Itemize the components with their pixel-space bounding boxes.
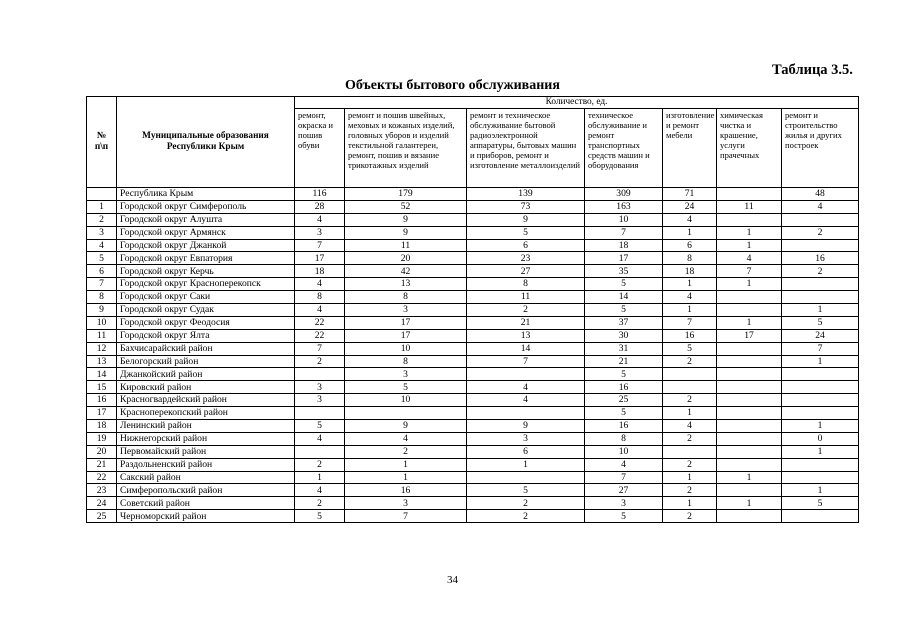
table-cell: 4 [585, 458, 663, 471]
table-cell: 1 [663, 278, 717, 291]
table-cell [782, 213, 859, 226]
table-cell: 17 [717, 329, 782, 342]
table-row [87, 407, 859, 420]
table-cell: 17 [345, 316, 467, 329]
table-cell: 1 [467, 458, 585, 471]
table-row [87, 394, 859, 407]
row-number: 17 [87, 407, 117, 420]
row-municipality: Советский район [117, 497, 295, 510]
row-number: 8 [87, 291, 117, 304]
table-cell: 7 [717, 265, 782, 278]
row-number: 11 [87, 329, 117, 342]
table-cell: 2 [345, 445, 467, 458]
table-row [87, 265, 859, 278]
table-cell [295, 368, 345, 381]
row-municipality: Республика Крым [117, 188, 295, 201]
table-cell: 2 [295, 458, 345, 471]
table-cell: 5 [295, 420, 345, 433]
table-cell: 1 [663, 407, 717, 420]
row-municipality: Черноморский район [117, 510, 295, 523]
table-cell: 3 [345, 497, 467, 510]
table-cell: 2 [467, 510, 585, 523]
table-cell: 1 [717, 497, 782, 510]
table-cell: 16 [782, 252, 859, 265]
table-cell: 1 [782, 304, 859, 317]
table-row [87, 445, 859, 458]
table-cell: 3 [345, 368, 467, 381]
table-cell: 1 [717, 226, 782, 239]
table-row [87, 458, 859, 471]
table-row [87, 432, 859, 445]
table-cell: 9 [467, 213, 585, 226]
table-cell [782, 291, 859, 304]
row-number: 15 [87, 381, 117, 394]
table-cell: 2 [467, 304, 585, 317]
row-municipality: Раздольненский район [117, 458, 295, 471]
table-cell: 22 [295, 316, 345, 329]
table-cell [782, 458, 859, 471]
table-cell: 27 [467, 265, 585, 278]
table-cell: 48 [782, 188, 859, 201]
row-number: 3 [87, 226, 117, 239]
table-cell: 4 [782, 200, 859, 213]
table-cell: 7 [345, 510, 467, 523]
table-title: Объекты бытового обслуживания [345, 78, 560, 93]
table-cell [295, 407, 345, 420]
table-cell: 22 [295, 329, 345, 342]
column-header-municipality: Муниципальные образования Республики Крым [117, 97, 295, 188]
row-number: 18 [87, 420, 117, 433]
table-cell: 1 [717, 316, 782, 329]
table-cell [717, 484, 782, 497]
table-cell: 14 [467, 342, 585, 355]
table-cell: 1 [345, 471, 467, 484]
row-municipality: Симферопольский район [117, 484, 295, 497]
table-cell: 1 [663, 304, 717, 317]
table-cell [782, 407, 859, 420]
row-municipality: Городской округ Алушта [117, 213, 295, 226]
table-cell: 2 [663, 394, 717, 407]
row-municipality: Первомайский район [117, 445, 295, 458]
table-cell: 10 [585, 445, 663, 458]
row-number: 19 [87, 432, 117, 445]
table-cell: 1 [663, 497, 717, 510]
row-number: 20 [87, 445, 117, 458]
table-cell: 4 [467, 381, 585, 394]
table-row [87, 342, 859, 355]
table-cell: 2 [663, 510, 717, 523]
row-municipality: Городской округ Симферополь [117, 200, 295, 213]
table-cell [717, 304, 782, 317]
table-cell: 1 [295, 471, 345, 484]
table-cell: 5 [663, 342, 717, 355]
table-cell: 8 [663, 252, 717, 265]
row-municipality: Сакский район [117, 471, 295, 484]
table-cell [782, 381, 859, 394]
table-cell: 1 [663, 471, 717, 484]
table-cell: 2 [295, 497, 345, 510]
table-cell [782, 239, 859, 252]
column-header-furniture: изготовление и ремонт мебели [663, 109, 717, 188]
row-municipality: Городской округ Керчь [117, 265, 295, 278]
table-cell: 1 [663, 226, 717, 239]
table-row [87, 291, 859, 304]
row-number: 13 [87, 355, 117, 368]
table-cell: 3 [585, 497, 663, 510]
table-row [87, 200, 859, 213]
table-cell: 1 [782, 420, 859, 433]
table-cell: 163 [585, 200, 663, 213]
table-cell [782, 510, 859, 523]
table-cell: 4 [295, 304, 345, 317]
table-cell: 2 [663, 355, 717, 368]
table-cell: 9 [467, 420, 585, 433]
table-row [87, 316, 859, 329]
table-cell [717, 458, 782, 471]
row-municipality: Городской округ Армянск [117, 226, 295, 239]
column-header-electronics-repair: ремонт и техническое обслуживание бытовой радиоэлектронной аппаратуры, бытовых машин и приборов, ремонт и изготовление металлоизделий [467, 109, 585, 188]
column-header-vehicle-service: техническое обслуживание и ремонт транспортных средств машин и оборудования [585, 109, 663, 188]
table-cell: 5 [585, 407, 663, 420]
page-number: 34 [447, 574, 458, 586]
table-cell: 4 [467, 394, 585, 407]
table-cell: 7 [782, 342, 859, 355]
row-municipality: Бахчисарайский район [117, 342, 295, 355]
table-cell [717, 510, 782, 523]
table-cell: 309 [585, 188, 663, 201]
row-number: 7 [87, 278, 117, 291]
table-cell: 4 [295, 484, 345, 497]
table-cell: 11 [345, 239, 467, 252]
table-cell: 24 [782, 329, 859, 342]
table-cell: 2 [782, 226, 859, 239]
table-cell: 21 [467, 316, 585, 329]
table-cell: 1 [717, 239, 782, 252]
table-cell: 8 [345, 291, 467, 304]
table-cell [782, 278, 859, 291]
table-cell: 23 [467, 252, 585, 265]
table-cell: 16 [663, 329, 717, 342]
table-row [87, 420, 859, 433]
table-cell: 13 [467, 329, 585, 342]
table-cell [717, 420, 782, 433]
table-cell: 25 [585, 394, 663, 407]
table-cell: 42 [345, 265, 467, 278]
table-cell: 1 [782, 355, 859, 368]
table-cell: 8 [585, 432, 663, 445]
table-cell [717, 394, 782, 407]
table-cell [782, 471, 859, 484]
table-cell: 28 [295, 200, 345, 213]
table-cell: 18 [585, 239, 663, 252]
table-cell: 10 [345, 394, 467, 407]
table-cell: 6 [467, 239, 585, 252]
table-cell: 8 [295, 291, 345, 304]
table-cell: 17 [345, 329, 467, 342]
table-cell: 9 [345, 213, 467, 226]
table-row [87, 278, 859, 291]
row-number: 6 [87, 265, 117, 278]
table-row [87, 329, 859, 342]
table-cell: 7 [663, 316, 717, 329]
table-row [87, 226, 859, 239]
table-cell [295, 445, 345, 458]
row-number: 16 [87, 394, 117, 407]
table-cell: 52 [345, 200, 467, 213]
table-row [87, 381, 859, 394]
row-municipality: Кировский район [117, 381, 295, 394]
table-cell: 73 [467, 200, 585, 213]
table-cell [345, 407, 467, 420]
table-cell: 20 [345, 252, 467, 265]
row-number: 12 [87, 342, 117, 355]
table-row [87, 188, 859, 201]
row-municipality: Городской округ Евпатория [117, 252, 295, 265]
table-row [87, 484, 859, 497]
table-cell: 14 [585, 291, 663, 304]
table-cell [717, 432, 782, 445]
table-cell: 4 [663, 420, 717, 433]
table-cell: 3 [467, 432, 585, 445]
table-cell: 16 [585, 381, 663, 394]
table-cell: 16 [585, 420, 663, 433]
row-municipality: Городской округ Ялта [117, 329, 295, 342]
table-cell: 1 [717, 278, 782, 291]
table-cell: 4 [663, 291, 717, 304]
table-cell: 5 [295, 510, 345, 523]
table-row [87, 355, 859, 368]
table-cell: 7 [467, 355, 585, 368]
table-cell: 3 [295, 226, 345, 239]
table-cell: 1 [345, 458, 467, 471]
table-cell: 5 [782, 316, 859, 329]
row-municipality: Городской округ Джанкой [117, 239, 295, 252]
table-cell: 17 [585, 252, 663, 265]
table-cell: 30 [585, 329, 663, 342]
table-cell: 2 [467, 497, 585, 510]
table-cell [717, 445, 782, 458]
table-row [87, 304, 859, 317]
table-cell: 6 [467, 445, 585, 458]
table-cell: 21 [585, 355, 663, 368]
table-cell [663, 445, 717, 458]
table-cell: 5 [585, 510, 663, 523]
row-municipality: Нижнегорский район [117, 432, 295, 445]
row-municipality: Белогорский район [117, 355, 295, 368]
table-cell: 3 [345, 304, 467, 317]
table-cell [717, 355, 782, 368]
column-header-housing-construction: ремонт и строительство жилья и других построек [782, 109, 859, 188]
table-cell [717, 291, 782, 304]
row-municipality: Ленинский район [117, 420, 295, 433]
table-cell: 8 [467, 278, 585, 291]
table-cell: 5 [585, 368, 663, 381]
table-cell: 4 [663, 213, 717, 226]
table-cell: 7 [295, 342, 345, 355]
row-municipality: Городской округ Саки [117, 291, 295, 304]
table-row [87, 510, 859, 523]
row-number: 21 [87, 458, 117, 471]
table-row [87, 252, 859, 265]
table-cell: 24 [663, 200, 717, 213]
table-cell: 11 [467, 291, 585, 304]
table-cell [663, 368, 717, 381]
table-cell [717, 213, 782, 226]
table-cell: 0 [782, 432, 859, 445]
row-number: 22 [87, 471, 117, 484]
table-cell [717, 407, 782, 420]
table-cell: 9 [345, 226, 467, 239]
row-municipality: Городской округ Феодосия [117, 316, 295, 329]
table-cell: 4 [295, 278, 345, 291]
table-cell: 13 [345, 278, 467, 291]
table-cell [467, 368, 585, 381]
table-cell: 2 [663, 432, 717, 445]
row-number: 4 [87, 239, 117, 252]
row-municipality: Городской округ Красноперекопск [117, 278, 295, 291]
table-cell: 16 [345, 484, 467, 497]
services-table [86, 96, 859, 523]
table-cell [717, 381, 782, 394]
table-cell: 2 [663, 458, 717, 471]
table-cell [717, 342, 782, 355]
row-number: 2 [87, 213, 117, 226]
table-cell: 6 [663, 239, 717, 252]
table-cell: 35 [585, 265, 663, 278]
table-cell: 71 [663, 188, 717, 201]
table-cell: 7 [585, 471, 663, 484]
table-cell: 4 [345, 432, 467, 445]
table-cell: 4 [717, 252, 782, 265]
table-cell: 3 [295, 381, 345, 394]
table-cell [717, 188, 782, 201]
table-cell: 8 [345, 355, 467, 368]
column-header-clothing-repair: ремонт и пошив швейных, меховых и кожаных изделий, головных уборов и изделий текстильной галантереи, ремонт, пошив и вязание трикотажных изделий [345, 109, 467, 188]
table-cell [717, 368, 782, 381]
row-municipality: Красногвардейский район [117, 394, 295, 407]
table-cell: 1 [782, 484, 859, 497]
table-cell: 5 [585, 278, 663, 291]
table-cell: 5 [782, 497, 859, 510]
table-cell: 5 [467, 226, 585, 239]
column-header-quantity: Количество, ед. [295, 97, 859, 109]
row-number: 14 [87, 368, 117, 381]
row-number [87, 188, 117, 201]
table-cell [663, 381, 717, 394]
table-cell [782, 368, 859, 381]
table-cell: 18 [295, 265, 345, 278]
row-municipality: Джанкойский район [117, 368, 295, 381]
row-municipality: Городской округ Судак [117, 304, 295, 317]
table-cell: 18 [663, 265, 717, 278]
table-cell: 37 [585, 316, 663, 329]
table-cell: 4 [295, 432, 345, 445]
table-cell: 2 [782, 265, 859, 278]
table-cell: 179 [345, 188, 467, 201]
table-cell: 1 [717, 471, 782, 484]
table-cell: 2 [295, 355, 345, 368]
table-cell: 5 [585, 304, 663, 317]
row-number: 5 [87, 252, 117, 265]
table-cell: 139 [467, 188, 585, 201]
table-cell: 27 [585, 484, 663, 497]
table-cell: 4 [295, 213, 345, 226]
column-header-num: № п\п [87, 97, 117, 188]
row-number: 24 [87, 497, 117, 510]
table-cell [467, 407, 585, 420]
table-cell [782, 394, 859, 407]
table-row [87, 497, 859, 510]
table-row [87, 471, 859, 484]
table-row [87, 213, 859, 226]
row-number: 1 [87, 200, 117, 213]
table-cell: 10 [345, 342, 467, 355]
table-cell: 7 [295, 239, 345, 252]
table-cell: 5 [467, 484, 585, 497]
table-cell: 9 [345, 420, 467, 433]
table-cell: 7 [585, 226, 663, 239]
table-cell: 3 [295, 394, 345, 407]
row-number: 9 [87, 304, 117, 317]
table-cell: 5 [345, 381, 467, 394]
table-cell [467, 471, 585, 484]
table-cell: 2 [663, 484, 717, 497]
table-cell: 31 [585, 342, 663, 355]
column-header-dry-cleaning: химическая чистка и крашение, услуги прачечных [717, 109, 782, 188]
table-cell: 11 [717, 200, 782, 213]
row-municipality: Красноперекопский район [117, 407, 295, 420]
table-row [87, 239, 859, 252]
column-header-shoe-repair: ремонт, окраска и пошив обуви [295, 109, 345, 188]
row-number: 10 [87, 316, 117, 329]
row-number: 25 [87, 510, 117, 523]
row-number: 23 [87, 484, 117, 497]
table-cell: 10 [585, 213, 663, 226]
table-cell: 17 [295, 252, 345, 265]
table-label: Таблица 3.5. [772, 62, 853, 78]
table-cell: 116 [295, 188, 345, 201]
table-cell: 1 [782, 445, 859, 458]
table-row [87, 368, 859, 381]
